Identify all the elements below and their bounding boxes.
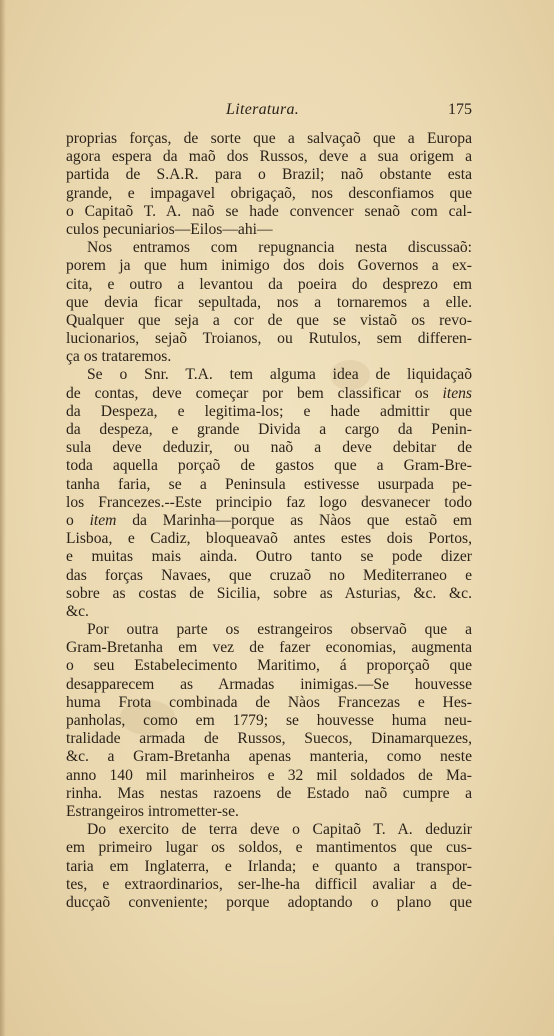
text-line: proprias forças, de sorte que a salvaçaõ que a Europa bbox=[66, 130, 472, 147]
text-line: huma Frota combinada de Nàos Francezas e Hes- bbox=[66, 693, 472, 711]
text-line: ducçaõ conveniente; porque adoptando o plano que bbox=[66, 893, 472, 911]
text-line: desapparecem as Armadas inimigas.—Se houvesse bbox=[66, 675, 472, 693]
text-line: o Capitaõ T. A. naõ se hade convencer senaõ com cal- bbox=[66, 202, 472, 220]
page-number: 175 bbox=[448, 101, 472, 118]
page-header bbox=[66, 101, 472, 123]
text-line: anno 140 mil marinheiros e 32 mil soldados de Ma- bbox=[66, 766, 472, 784]
text-line: agora espera da maõ dos Russos, deve a sua origem a bbox=[66, 148, 472, 166]
text-line: de contas, deve começar por bem classificar os itens bbox=[66, 384, 472, 402]
text-line: que devia ficar sepultada, nos a tornaremos a elle. bbox=[66, 293, 472, 311]
text-line: culos pecuniarios—Eilos—ahi— bbox=[66, 220, 273, 238]
text-line: cita, e outro a levantou da poeira do desprezo em bbox=[66, 275, 472, 293]
text-line: los Francezes.--Este principio faz logo desvanecer todo bbox=[66, 493, 472, 511]
text-line: Qualquer que seja a cor de que se vistaõ os revo- bbox=[66, 311, 472, 329]
text-line: Se o Snr. T.A. tem alguma idea de liquidaçaõ bbox=[87, 366, 472, 384]
text-line: Do exercito de terra deve o Capitaõ T. A. deduzir bbox=[87, 821, 472, 839]
text-line: e muitas mais ainda. Outro tanto se pode dizer bbox=[66, 548, 472, 566]
text-line: sula deve deduzir, ou naõ a deve debitar de bbox=[66, 439, 472, 457]
text-line: &c. a Gram-Bretanha apenas manteria, como neste bbox=[66, 748, 472, 766]
text-line: ça os trataremos. bbox=[66, 348, 172, 366]
text-line: porem ja que hum inimigo dos dois Governos a ex- bbox=[66, 257, 472, 275]
text-line: o item da Marinha—porque as Nàos que estaõ em bbox=[66, 511, 472, 529]
text-line: rinha. Mas nestas razoens de Estado naõ cumpre a bbox=[66, 784, 472, 802]
text-line: tanha faria, se a Peninsula estivesse usurpada pe- bbox=[66, 475, 472, 493]
text-line: em primeiro lugar os soldos, e mantimentos que cus- bbox=[66, 839, 472, 857]
text-line: da despeza, e grande Divida a cargo da Penin- bbox=[66, 421, 472, 438]
text-line: panholas, como em 1779; se houvesse huma neu- bbox=[66, 712, 472, 729]
text-line: grande, e impagavel obrigaçaõ, nos desconfiamos que bbox=[66, 184, 472, 202]
text-line: tes, e extraordinarios, ser-lhe-ha difficil avaliar a de- bbox=[66, 875, 472, 893]
text-line: toda aquella porçaõ de gastos que a Gram-Bre- bbox=[66, 457, 472, 475]
text-line: Gram-Bretanha em vez de fazer economias, augmenta bbox=[66, 639, 472, 657]
body-text bbox=[66, 130, 472, 912]
text-line: da Despeza, e legitima-los; e hade admittir que bbox=[66, 402, 472, 420]
text-line: Lisboa, e Cadiz, bloqueavaõ antes estes dois Portos, bbox=[66, 530, 472, 548]
text-line: Nos entramos com repugnancia nesta discussaõ: bbox=[87, 239, 472, 257]
italic-term: item bbox=[89, 511, 117, 529]
text-line: partida de S.A.R. para o Brazil; naõ obstante esta bbox=[66, 166, 472, 184]
text-line: lucionarios, sejaõ Troianos, ou Rutulos, sem differen- bbox=[66, 330, 472, 348]
text-line: das forças Navaes, que cruzaõ no Mediterraneo e bbox=[66, 566, 472, 584]
text-line: taria em Inglaterra, e Irlanda; e quanto a transpor- bbox=[66, 857, 472, 875]
text-line: o seu Estabelecimento Maritimo, á proporçaõ que bbox=[66, 657, 472, 675]
text-line: sobre as costas de Sicilia, sobre as Asturias, &c. &c. bbox=[66, 584, 472, 602]
text-line: Estrangeiros intrometter-se. bbox=[66, 802, 239, 820]
running-title: Literatura. bbox=[226, 101, 300, 118]
text-line: &c. bbox=[66, 602, 89, 620]
italic-term: itens bbox=[442, 384, 472, 402]
text-line: Por outra parte os estrangeiros observaõ que a bbox=[87, 621, 472, 639]
text-line: tralidade armada de Russos, Suecos, Dinamarquezes, bbox=[66, 730, 472, 748]
